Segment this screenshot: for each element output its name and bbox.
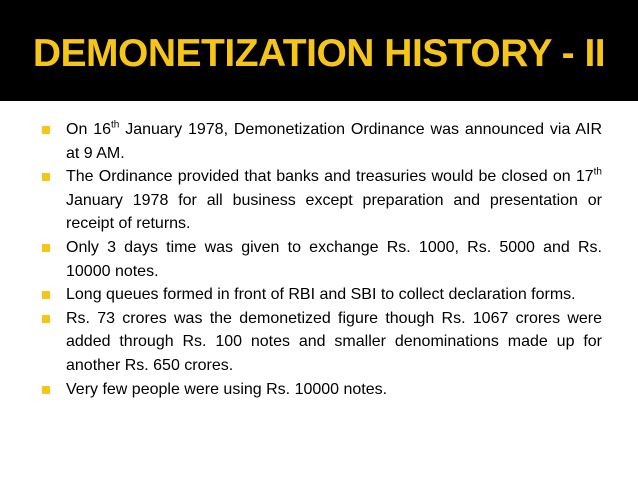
bullet-item [40,283,602,307]
bullet-text: Very few people were using Rs. 10000 notes. [66,380,388,398]
bullet-text: Long queues formed in front of RBI and SBI to collect declaration forms. [66,286,576,304]
bullet-superscript: th [111,119,120,131]
bullet-item [40,378,602,402]
bullet-text: Only 3 days time was given to exchange Rs. 1000, Rs. 5000 and Rs. 10000 notes. [66,238,602,280]
title-bar [0,0,638,101]
bullet-item [40,118,602,165]
bullet-text: Rs. 73 crores was the demonetized figure though Rs. 1067 crores were added through Rs. 100 notes and smaller denominations made up for another Rs. 650 crores. [66,309,602,374]
square-bullet-icon [42,173,50,181]
slide-title: DEMONETIZATION HISTORY - II [32,31,606,75]
bullet-list [40,118,602,401]
bullet-item [40,236,602,283]
bullet-text: January 1978 for all business except preparation and presentation or receipt of returns. [66,191,602,233]
square-bullet-icon [42,315,50,323]
square-bullet-icon [42,126,50,134]
bullet-item [40,165,602,236]
bullet-superscript: th [593,166,602,178]
square-bullet-icon [42,244,50,252]
square-bullet-icon [42,386,50,394]
bullet-text: On 16 [66,121,111,138]
bullet-item [40,307,602,378]
square-bullet-icon [42,291,50,299]
bullet-text: January 1978, Demonetization Ordinance was announced via AIR at 9 AM. [66,121,602,162]
bullet-text: The Ordinance provided that banks and treasuries would be closed on 17 [66,168,594,186]
